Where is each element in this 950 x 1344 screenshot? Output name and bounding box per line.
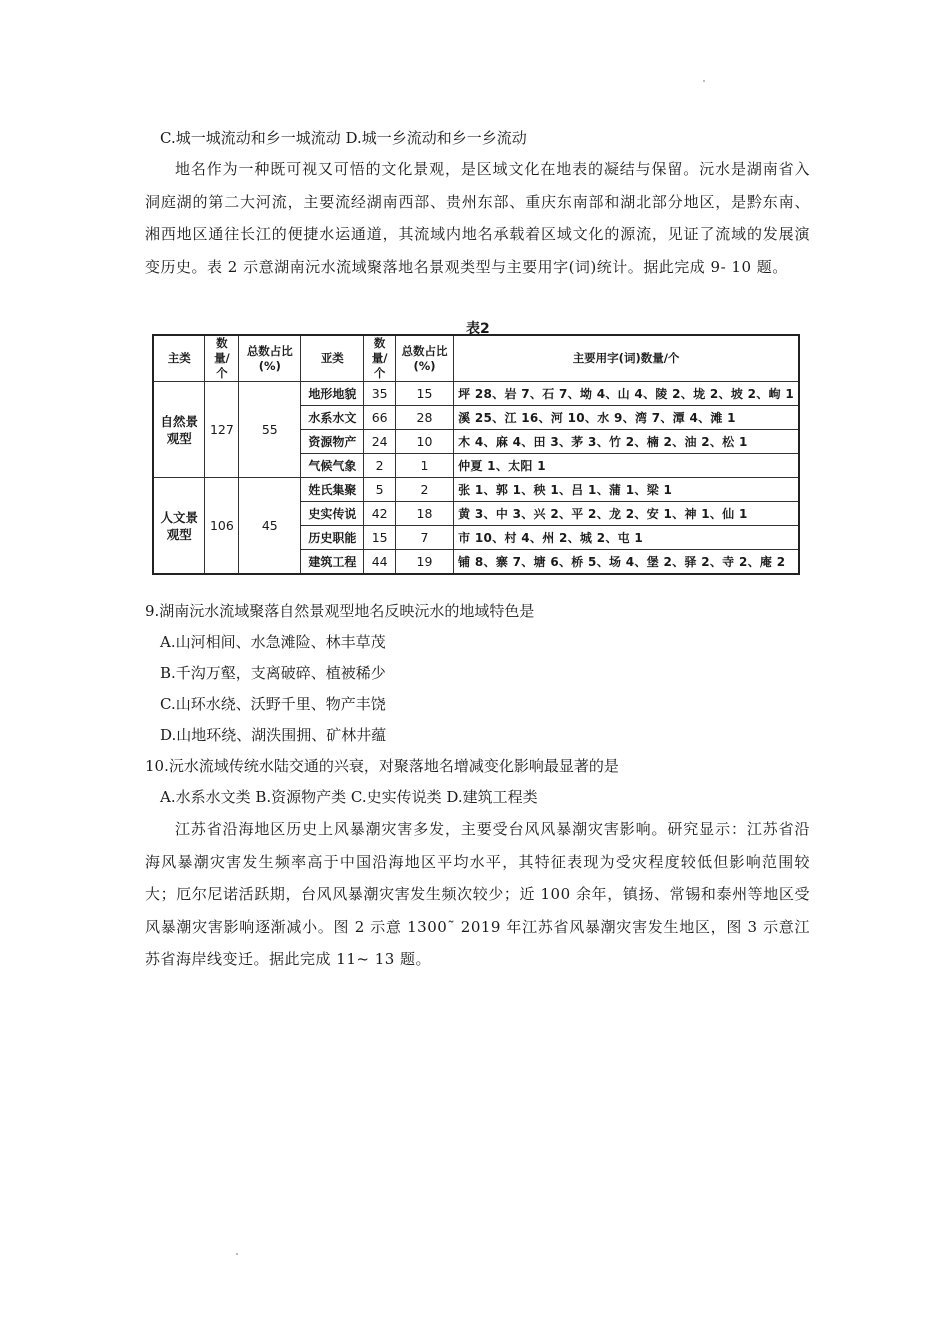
words-cell: 市 10、村 4、州 2、城 2、屯 1	[454, 526, 799, 550]
sub-percent-cell: 18	[395, 502, 453, 526]
header-sub-percent: 总数占比(%)	[395, 335, 453, 382]
percent-cell: 55	[239, 382, 301, 478]
sub-type-cell: 水系水文	[301, 406, 364, 430]
words-cell: 溪 25、江 16、河 10、水 9、湾 7、潭 4、滩 1	[454, 406, 799, 430]
count-cell: 127	[205, 382, 239, 478]
sub-count-cell: 44	[364, 550, 396, 575]
sub-type-cell: 资源物产	[301, 430, 364, 454]
scan-dot	[236, 1253, 238, 1255]
sub-percent-cell: 28	[395, 406, 453, 430]
words-cell: 黄 3、中 3、兴 2、平 2、龙 2、安 1、神 1、仙 1	[454, 502, 799, 526]
question-9-option-b: B.千沟万壑，支离破碎、植被稀少	[160, 664, 386, 682]
scan-dot	[703, 80, 705, 82]
paragraph-storm-surge: 江苏省沿海地区历史上风暴潮灾害多发，主要受台风风暴潮灾害影响。研究显示：江苏省沿海风暴潮灾害发生频率高于中国沿海地区平均水平，其特征表现为受灾程度较低但影响范围较大；厄尔尼诺活跃期，台风风暴潮灾害发生频次较少；近 100 余年，镇扬、常锡和泰州等地区受风暴潮灾害影响逐渐减小。图 2 示意 1300˜ 2019 年江苏省风暴潮灾害发生地区，图 3 示意江苏省海岸线变迁。据此完成 11~ 13 题。	[145, 820, 810, 968]
table-caption: 表2	[466, 321, 490, 337]
header-sub-type: 亚类	[301, 335, 364, 382]
question-9: 9.湖南沅水流域聚落自然景观型地名反映沅水的地域特色是	[145, 602, 535, 620]
sub-percent-cell: 2	[395, 478, 453, 502]
place-name-table	[152, 334, 800, 575]
question-10-options: A.水系水文类 B.资源物产类 C.史实传说类 D.建筑工程类	[160, 788, 538, 806]
question-9-option-c: C.山环水绕、沃野千里、物产丰饶	[160, 695, 386, 713]
sub-type-cell: 地形地貌	[301, 382, 364, 406]
previous-question-options: C.城一城流动和乡一城流动 D.城一乡流动和乡一乡流动	[160, 129, 527, 147]
count-cell: 106	[205, 478, 239, 575]
sub-type-cell: 历史职能	[301, 526, 364, 550]
sub-count-cell: 42	[364, 502, 396, 526]
percent-cell: 45	[239, 478, 301, 575]
header-words: 主要用字(词)数量/个	[454, 335, 799, 382]
words-cell: 坪 28、岩 7、石 7、坳 4、山 4、陵 2、垅 2、坡 2、岣 1	[454, 382, 799, 406]
question-9-option-a: A.山河相间、水急滩险、林丰草茂	[160, 633, 386, 651]
words-cell: 仲夏 1、太阳 1	[454, 454, 799, 478]
sub-count-cell: 5	[364, 478, 396, 502]
sub-percent-cell: 1	[395, 454, 453, 478]
question-9-option-d: D.山地环绕、湖泆围拥、矿林井蕴	[160, 726, 387, 744]
paragraph-place-names: 地名作为一种既可视又可悟的文化景观，是区域文化在地表的凝结与保留。沅水是湖南省入洞庭湖的第二大河流，主要流经湖南西部、贵州东部、重庆东南部和湖北部分地区，是黔东南、湘西地区通往长江的便捷水运通道，其流域内地名承载着区域文化的源流，见证了流域的发展演变历史。表 2 示意湖南沅水流域聚落地名景观类型与主要用字(词)统计。据此完成 9- 10 题。	[145, 160, 810, 276]
sub-type-cell: 气候气象	[301, 454, 364, 478]
table-row	[153, 382, 799, 406]
sub-count-cell: 2	[364, 454, 396, 478]
header-percent: 总数占比(%)	[239, 335, 301, 382]
words-cell: 木 4、麻 4、田 3、茅 3、竹 2、楠 2、油 2、松 1	[454, 430, 799, 454]
header-main-type: 主类	[153, 335, 205, 382]
table-row	[153, 478, 799, 502]
main-type-cell: 人文景观型	[153, 478, 205, 575]
words-cell: 铺 8、寨 7、塘 6、桥 5、场 4、堡 2、驿 2、寺 2、庵 2	[454, 550, 799, 575]
sub-percent-cell: 10	[395, 430, 453, 454]
sub-percent-cell: 7	[395, 526, 453, 550]
words-cell: 张 1、郭 1、秧 1、吕 1、蒲 1、梁 1	[454, 478, 799, 502]
sub-type-cell: 建筑工程	[301, 550, 364, 575]
sub-percent-cell: 19	[395, 550, 453, 575]
question-10: 10.沅水流域传统水陆交通的兴衰，对聚落地名增减变化影响最显著的是	[145, 757, 619, 775]
sub-count-cell: 15	[364, 526, 396, 550]
sub-type-cell: 姓氏集聚	[301, 478, 364, 502]
sub-count-cell: 66	[364, 406, 396, 430]
sub-percent-cell: 15	[395, 382, 453, 406]
sub-type-cell: 史实传说	[301, 502, 364, 526]
header-count: 数量/个	[205, 335, 239, 382]
sub-count-cell: 35	[364, 382, 396, 406]
header-sub-count: 数量/个	[364, 335, 396, 382]
main-type-cell: 自然景观型	[153, 382, 205, 478]
sub-count-cell: 24	[364, 430, 396, 454]
